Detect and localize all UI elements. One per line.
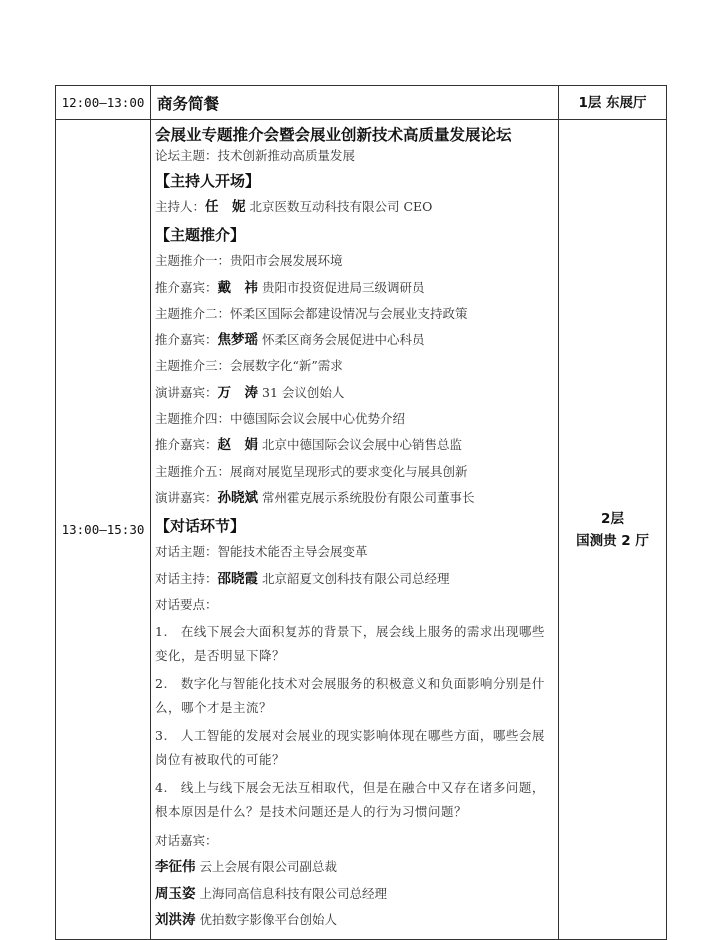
promo-guest-desc: 怀柔区商务会展促进中心科员 <box>262 332 425 348</box>
dialogue-host-desc: 北京韶夏文创科技有限公司总经理 <box>262 570 450 586</box>
dialogue-guest-desc: 优拍数字影像平台创始人 <box>199 912 337 928</box>
dialogue-guest-line <box>155 907 550 933</box>
promo-guest-desc: 常州霍克展示系统股份有限公司董事长 <box>262 489 475 505</box>
host-line <box>155 194 550 220</box>
dialogue-guest-name: 李征伟 <box>155 859 196 876</box>
promo-topic: 主题推介一：贵阳市会展发展环境 <box>155 253 343 269</box>
dialogue-guest-desc: 云上会展有限公司副总裁 <box>199 859 337 875</box>
promo-guest-label: 演讲嘉宾： <box>155 489 218 505</box>
points-label: 对话要点： <box>155 596 218 612</box>
dialogue-theme: 对话主题：智能技术能否主导会展变革 <box>155 544 368 560</box>
dialogue-host-name: 邵晓霞 <box>217 570 259 587</box>
promo-guest-line <box>155 485 550 511</box>
promo-guest-name: 焦梦瑶 <box>217 332 259 349</box>
dialogue-guest-desc: 上海同高信息科技有限公司总经理 <box>199 885 387 901</box>
dialogue-guest-name: 刘洪涛 <box>155 912 196 929</box>
agenda-table <box>55 85 667 940</box>
forum-theme: 论坛主题：技术创新推动高质量发展 <box>155 148 356 163</box>
forum-room-floor: 2层 <box>601 510 624 527</box>
promo-guest-line <box>155 380 550 406</box>
host-desc: 北京医数互动科技有限公司 CEO <box>249 199 433 214</box>
promo-section-heading: 【主题推介】 <box>155 226 246 245</box>
dialogue-point: 2. 数字化与智能化技术对会展服务的积极意义和负面影响分别是什么，哪个才是主流？ <box>155 676 545 716</box>
promo-topic: 主题推介四：中德国际会议会展中心优势介绍 <box>155 411 406 427</box>
host-section-heading: 【主持人开场】 <box>155 172 261 190</box>
lunch-room: 1层 东展厅 <box>559 86 667 120</box>
dialogue-section-heading: 【对话环节】 <box>155 517 246 536</box>
promo-guest-name: 孙晓斌 <box>217 489 259 506</box>
promo-guest-line <box>155 432 550 458</box>
dialogue-point: 4. 线上与线下展会无法互相取代，但是在融合中又存在诸多问题，根本原因是什么？是技术问题还是人的行为习惯问题？ <box>155 780 545 820</box>
promo-guest-label: 推介嘉宾： <box>155 279 218 295</box>
lunch-title: 商务简餐 <box>151 86 559 120</box>
promo-guest-label: 推介嘉宾： <box>155 437 218 453</box>
promo-guest-desc: 31 会议创始人 <box>262 384 345 400</box>
dialogue-point: 3. 人工智能的发展对会展业的现实影响体现在哪些方面，哪些会展岗位有被取代的可能？ <box>155 728 545 768</box>
lunch-row <box>56 86 667 120</box>
promo-guest-name: 戴 祎 <box>217 279 259 296</box>
dialogue-guest-name: 周玉姿 <box>155 885 196 902</box>
promo-guest-label: 演讲嘉宾： <box>155 384 218 400</box>
forum-room <box>559 120 667 940</box>
lunch-time: 12:00–13:00 <box>56 86 151 120</box>
promo-guest-name: 万 涛 <box>217 384 259 401</box>
promo-guest-desc: 贵阳市投资促进局三级调研员 <box>262 279 425 295</box>
forum-time: 13:00–15:30 <box>56 120 151 940</box>
dialogue-guest-line <box>155 854 550 880</box>
dialogue-host-label: 对话主持： <box>155 570 218 586</box>
promo-topic: 主题推介五：展商对展览呈现形式的要求变化与展具创新 <box>155 463 468 479</box>
promo-topic: 主题推介三：会展数字化“新”需求 <box>155 358 343 374</box>
host-label: 主持人： <box>155 199 206 214</box>
forum-content <box>151 120 559 940</box>
promo-guest-desc: 北京中德国际会议会展中心销售总监 <box>262 437 463 453</box>
guests-label: 对话嘉宾： <box>155 833 218 849</box>
promo-topic: 主题推介二：怀柔区国际会都建设情况与会展业支持政策 <box>155 305 468 321</box>
host-name: 任 妮 <box>205 199 246 215</box>
forum-title: 会展业专题推介会暨会展业创新技术高质量发展论坛 <box>155 126 512 144</box>
forum-room-hall: 国测贵 2 厅 <box>576 532 649 549</box>
promo-guest-line <box>155 327 550 353</box>
dialogue-point: 1. 在线下展会大面积复苏的背景下，展会线上服务的需求出现哪些变化，是否明显下降？ <box>155 624 545 664</box>
dialogue-guest-line <box>155 881 550 907</box>
forum-row <box>56 120 667 940</box>
promo-guest-line <box>155 275 550 301</box>
promo-guest-name: 赵 娟 <box>217 437 259 454</box>
dialogue-host-line <box>155 566 550 592</box>
promo-guest-label: 推介嘉宾： <box>155 332 218 348</box>
